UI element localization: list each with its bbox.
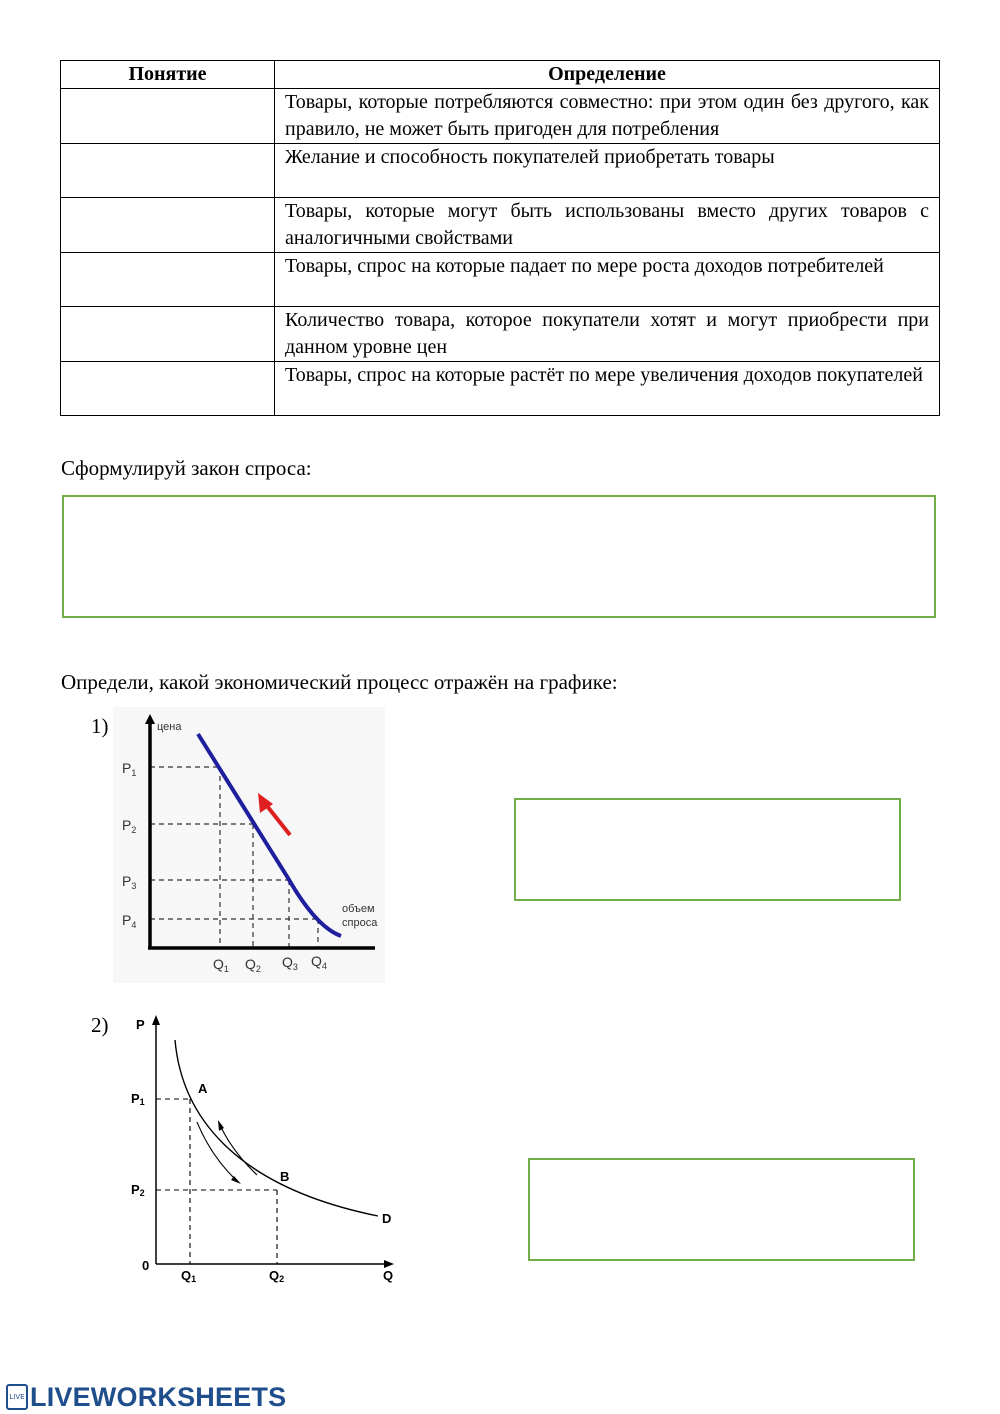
term-cell	[61, 198, 275, 253]
tick-p2: $P_2$	[122, 817, 137, 835]
law-prompt: Сформулируй закон спроса:	[61, 456, 312, 480]
definition-cell: Желание и способность покупателей приобретать товары	[275, 144, 940, 198]
graph2-point-a: A	[198, 1081, 208, 1096]
graph2-answer-box[interactable]	[528, 1158, 915, 1261]
tick-q1: Q1	[181, 1268, 197, 1284]
term-cell	[61, 89, 275, 144]
table-row	[61, 253, 940, 307]
tick-q2: $Q_2$	[245, 956, 261, 974]
graph1-number: 1)	[91, 714, 109, 738]
graph2-svg	[120, 1010, 410, 1290]
graph1-xlabel-1: объем	[342, 903, 375, 915]
table-header-row	[61, 61, 940, 89]
term-input-4[interactable]	[61, 253, 274, 306]
definition-cell: Товары, спрос на которые падает по мере роста доходов потребителей	[275, 253, 940, 307]
table-row	[61, 307, 940, 362]
table-row	[61, 144, 940, 198]
tick-q1: $Q_1$	[213, 956, 229, 974]
table-row	[61, 198, 940, 253]
graph1-background	[113, 707, 385, 983]
term-input-5[interactable]	[61, 307, 274, 360]
tick-p3: $P_3$	[122, 873, 137, 891]
graph1-ylabel: цена	[157, 721, 182, 733]
graph2-x-axis-arrow	[384, 1260, 394, 1268]
tick-p4: $P_4$	[122, 912, 137, 930]
graph2-arrow-down	[197, 1122, 236, 1180]
graph1-answer-box[interactable]	[514, 798, 901, 901]
header-definition: Определение	[275, 61, 940, 89]
term-input-1[interactable]	[61, 89, 274, 142]
logo-text: LIVEWORKSHEETS	[30, 1381, 287, 1412]
term-input-6[interactable]	[61, 362, 274, 415]
table-row	[61, 89, 940, 144]
term-input-3[interactable]	[61, 198, 274, 251]
graph1-svg	[113, 707, 385, 983]
graph2-ylabel: P	[136, 1017, 145, 1032]
definition-cell: Количество товара, которое покупатели хотят и могут приобрести при данном уровне цен	[275, 307, 940, 362]
term-cell	[61, 362, 275, 416]
graph2-number: 2)	[91, 1013, 109, 1037]
graph2-y-axis-arrow	[152, 1015, 160, 1025]
graph2-arrow-up-head	[218, 1120, 224, 1131]
tick-p1: $P_1$	[122, 760, 137, 778]
law-answer-box[interactable]	[62, 495, 936, 618]
concepts-table	[60, 60, 940, 416]
term-cell	[61, 144, 275, 198]
graph2	[120, 1010, 410, 1290]
table-row	[61, 362, 940, 416]
tick-p2: P2	[131, 1182, 145, 1198]
graph2-point-b: B	[280, 1169, 290, 1184]
graph1	[113, 707, 385, 983]
term-input-2[interactable]	[61, 144, 274, 197]
process-prompt: Определи, какой экономический процесс отражён на графике:	[61, 670, 618, 694]
graph2-origin: 0	[142, 1258, 150, 1273]
tick-q4: $Q_4$	[311, 953, 327, 971]
definition-cell: Товары, которые могут быть использованы вместо других товаров с аналогичными свойствами	[275, 198, 940, 253]
liveworksheets-logo	[6, 1380, 286, 1414]
header-term: Понятие	[61, 61, 275, 89]
graph2-xlabel: Q	[383, 1268, 394, 1283]
tick-q2: Q2	[269, 1268, 285, 1284]
logo-badge-icon: LIVE	[6, 1384, 28, 1410]
graph2-curve-label: D	[382, 1211, 392, 1226]
tick-q3: $Q_3$	[282, 954, 298, 972]
graph1-xlabel-2: спроса	[342, 917, 378, 929]
term-cell	[61, 307, 275, 362]
definition-cell: Товары, спрос на которые растёт по мере увеличения доходов покупателей	[275, 362, 940, 416]
term-cell	[61, 253, 275, 307]
definition-cell: Товары, которые потребляются совместно: при этом один без другого, как правило, не может быть пригоден для потребления	[275, 89, 940, 144]
tick-p1: P1	[131, 1091, 145, 1107]
graph2-gridlines	[156, 1099, 277, 1264]
